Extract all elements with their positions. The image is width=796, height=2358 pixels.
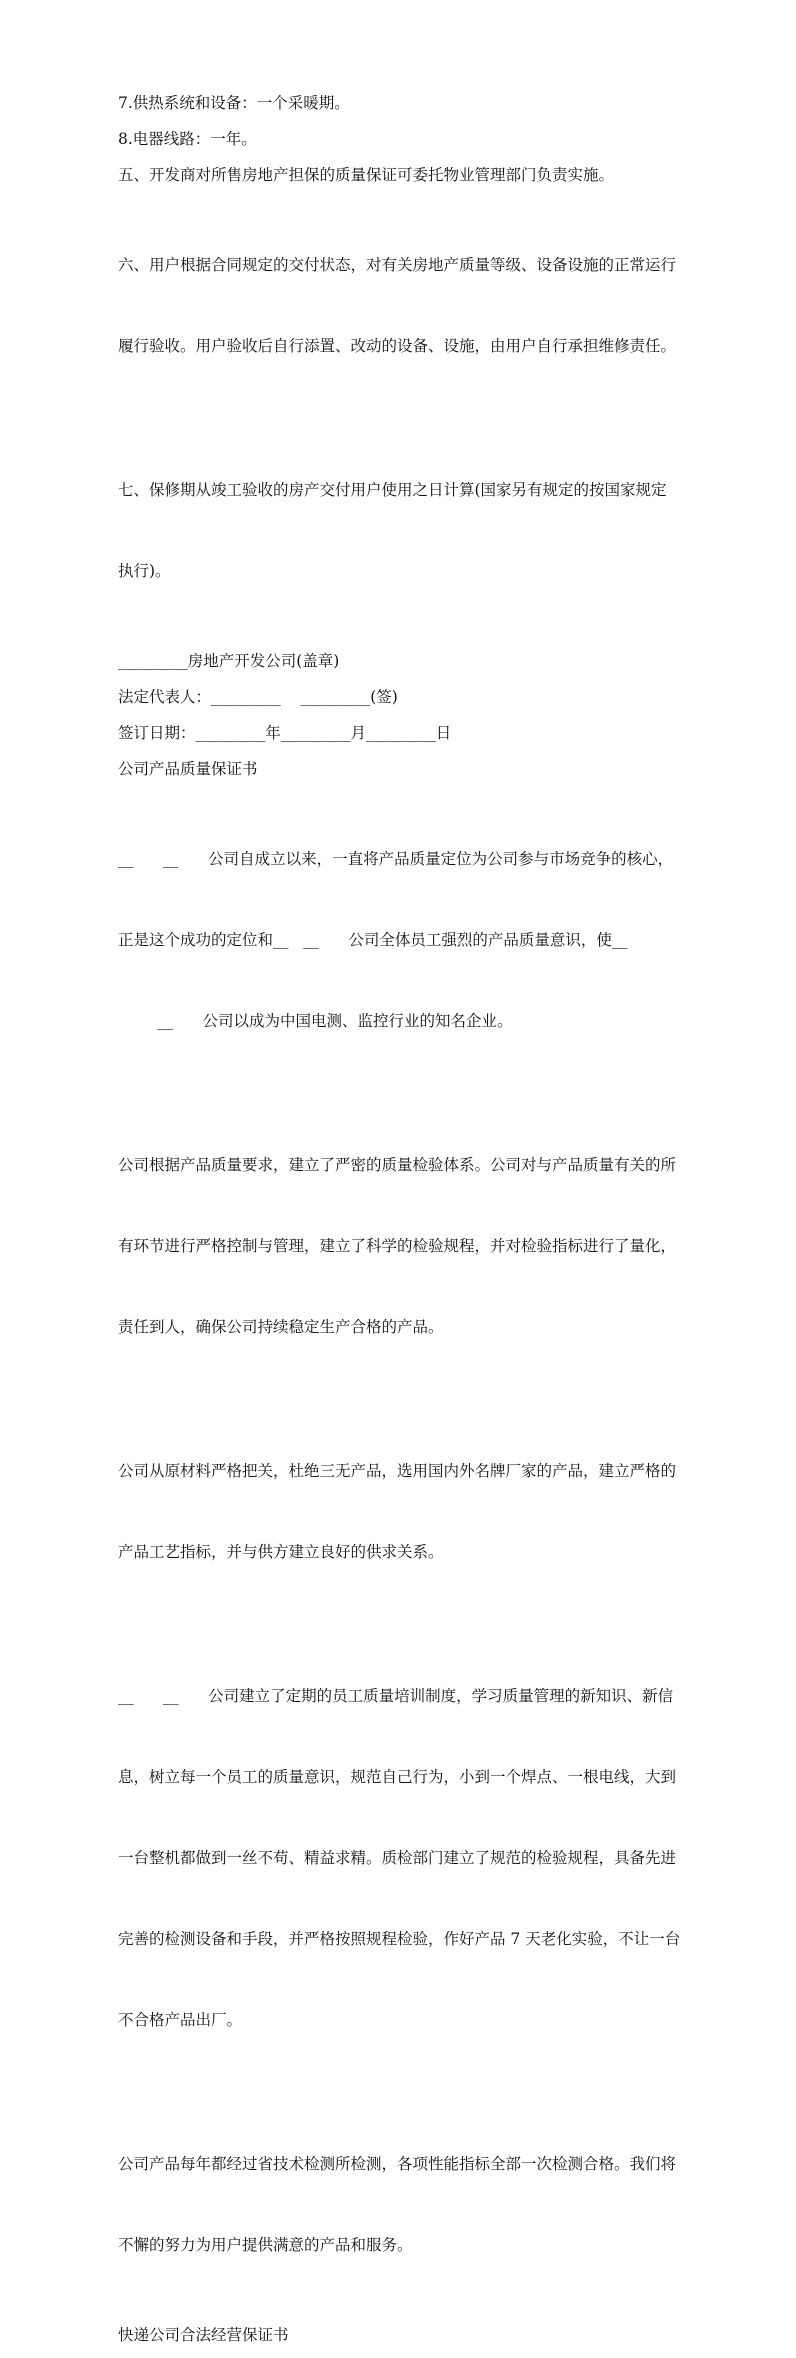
paragraph-company-intro [118,792,683,1089]
text-line: 产品工艺指标，并与供方建立良好的供求关系。 [118,1543,444,1561]
paragraph-inspection-system [118,1098,683,1395]
text-line: 履行验收。用户验收后自行添置、改动的设备、设施，由用户自行承担维修责任。 [118,337,677,355]
text-line: 公司从原材料严格把关，杜绝三无产品，选用国内外名牌厂家的产品，建立严格的 [118,1462,677,1480]
section-title-courier-guarantee: 快递公司合法经营保证书 [118,2326,289,2344]
text-line: 正是这个成功的定位和__ __ 公司全体员工强烈的产品质量意识，使__ [118,931,628,949]
text-line: 完善的检测设备和手段，并严格按照规程检验，作好产品 7 天老化实验，不让一台 [118,1930,681,1948]
item-developer-guarantee: 五、开发商对所售房地产担保的质量保证可委托物业管理部门负责实施。 [118,166,615,184]
text-line: 责任到人，确保公司持续稳定生产合格的产品。 [118,1318,444,1336]
text-line: 不懈的努力为用户提供满意的产品和服务。 [118,2236,413,2254]
item-electrical: 8.电器线路：一年。 [118,130,257,148]
item-warranty-period [118,423,683,639]
item-acceptance [118,198,683,414]
paragraph-annual-testing [118,2097,683,2313]
text-line: 六、用户根据合同规定的交付状态，对有关房地产质量等级、设备设施的正常运行 [118,256,677,274]
item-heating: 7.供热系统和设备：一个采暖期。 [118,94,350,112]
text-line: 七、保修期从竣工验收的房产交付用户使用之日计算(国家另有规定的按国家规定 [118,481,667,499]
text-line: 息，树立每一个员工的质量意识，规范自己行为，小到一个焊点、一根电线，大到 [118,1768,677,1786]
text-line: 公司根据产品质量要求，建立了严密的质量检验体系。公司对与产品质量有关的所 [118,1156,677,1174]
paragraph-raw-materials [118,1404,683,1620]
signature-representative: 法定代表人：_________ _________(签) [118,688,398,706]
signature-date: 签订日期：_________年_________月_________日 [118,724,452,742]
text-line: 不合格产品出厂。 [118,2011,243,2029]
document-page [118,90,683,2358]
text-line: __ __ 公司自成立以来，一直将产品质量定位为公司参与市场竞争的核心， [118,850,674,868]
text-line: 执行)。 [118,562,171,580]
text-line: __ __ 公司建立了定期的员工质量培训制度，学习质量管理的新知识、新信 [118,1687,674,1705]
signature-company: _________房地产开发公司(盖章) [118,652,340,670]
section-title-quality-guarantee: 公司产品质量保证书 [118,760,258,778]
text-line: 一台整机都做到一丝不苟、精益求精。质检部门建立了规范的检验规程，具备先进 [118,1849,677,1867]
paragraph-training [118,1629,683,2088]
text-line: 公司产品每年都经过省技术检测所检测，各项性能指标全部一次检测合格。我们将 [118,2155,677,2173]
text-line: 有环节进行严格控制与管理，建立了科学的检验规程，并对检验指标进行了量化， [118,1237,677,1255]
text-line: __ 公司以成为中国电测、监控行业的知名企业。 [118,1012,513,1030]
